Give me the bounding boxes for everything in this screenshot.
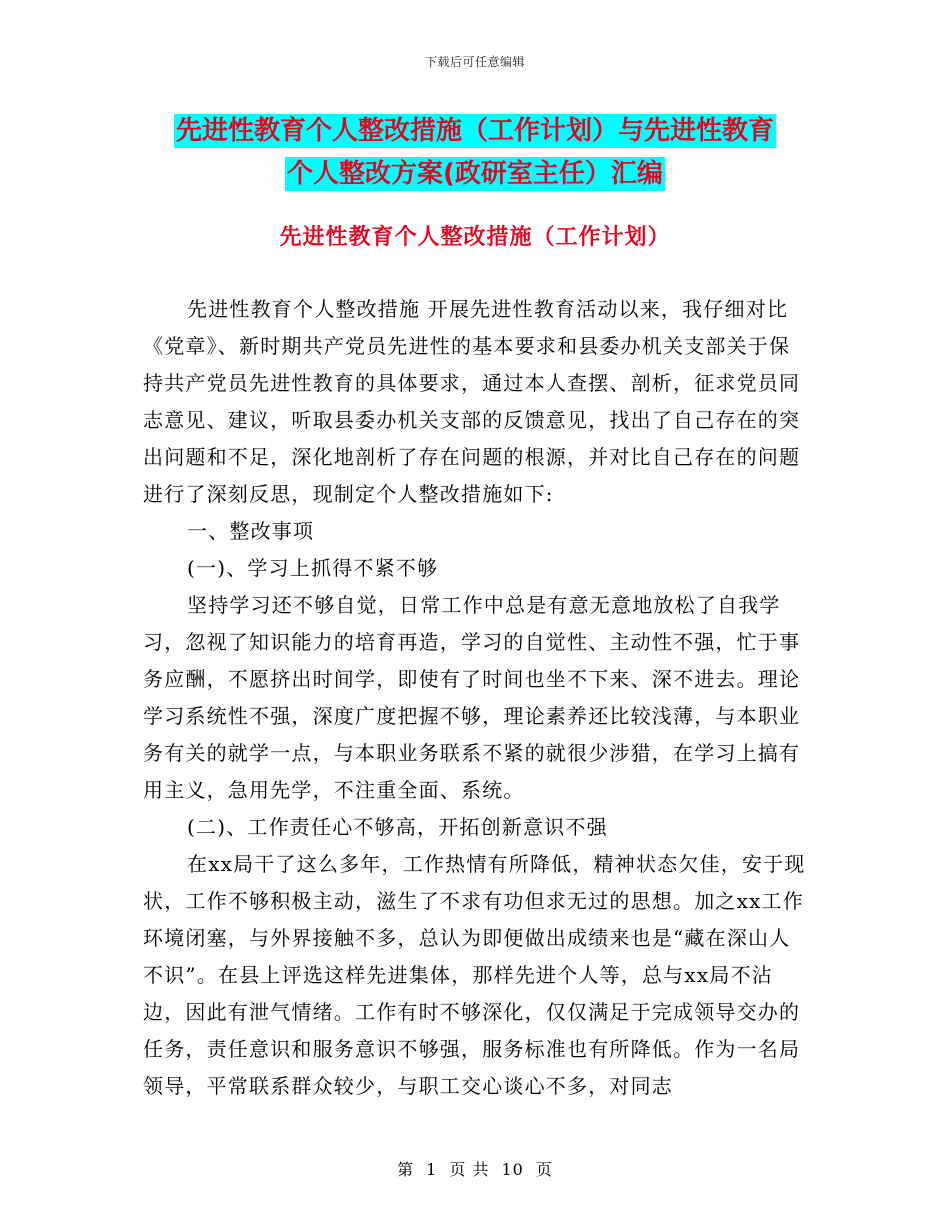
paragraph-intro: 先进性教育个人整改措施 开展先进性教育活动以来，我仔细对比《党章》、新时期共产党员先进性的基本要求和县委办机关支部关于保持共产党员先进性教育的具体要求，通过本人查摆、剖析，征求党员同志意见、建议，听取县委办机关支部的反馈意见，找出了自己存在的突出问题和不足，深化地剖析了存在问题的根源，并对比自己存在的问题进行了深刻反思，现制定个人整改措施如下: (143, 297, 801, 506)
header-note: 下载后可任意编辑 (424, 55, 525, 69)
page-number-current: 1 (426, 1160, 438, 1179)
footer-suffix: 页 (535, 1160, 553, 1179)
page-footer (0, 1157, 950, 1180)
paragraph-study-issue: 坚持学习还不够自觉，日常工作中总是有意无意地放松了自我学习，忽视了知识能力的培育再造，学习的自觉性、主动性不强，忙于事务应酬，不愿挤出时间学，即使有了时间也坐不下来、深不进去。理论学习系统性不强，深度广度把握不够，理论素养还比较浅薄，与本职业务有关的就学一点，与本职业务联系不紧的就很少涉猎，在学习上搞有用主义，急用先学，不注重全面、系统。 (143, 593, 801, 802)
heading-rectification-items: 一、整改事项 (187, 519, 315, 543)
heading-study-issue: (一)、学习上抓得不紧不够 (187, 556, 439, 580)
title-line-2: 个人整改方案(政研室主任）汇编 (287, 159, 663, 189)
heading-responsibility-issue: (二)、工作责任心不够高，开拓创新意识不强 (187, 815, 608, 839)
footer-middle: 页 共 (449, 1160, 490, 1179)
section-title: 先进性教育个人整改措施（工作计划） (279, 225, 671, 250)
title-line-1: 先进性教育个人整改措施（工作计划）与先进性教育 (175, 116, 774, 146)
document-body (143, 291, 808, 1105)
paragraph-responsibility-issue: 在xx局干了这么多年，工作热情有所降低，精神状态欠佳，安于现状，工作不够积极主动，滋生了不求有功但求无过的思想。加之xx工作环境闭塞，与外界接触不多，总认为即便做出成绩来也是“藏在深山人不识”。在县上评选这样先进集体，那样先进个人等，总与xx局不沾边，因此有泄气情绪。工作有时不够深化，仅仅满足于完成领导交办的任务，责任意识和服务意识不够强，服务标准也有所降低。作为一名局领导，平常联系群众较少，与职工交心谈心不多，对同志 (143, 852, 806, 1098)
page-number-total: 10 (501, 1160, 524, 1179)
footer-prefix: 第 (397, 1160, 415, 1179)
document-title (60, 110, 890, 196)
